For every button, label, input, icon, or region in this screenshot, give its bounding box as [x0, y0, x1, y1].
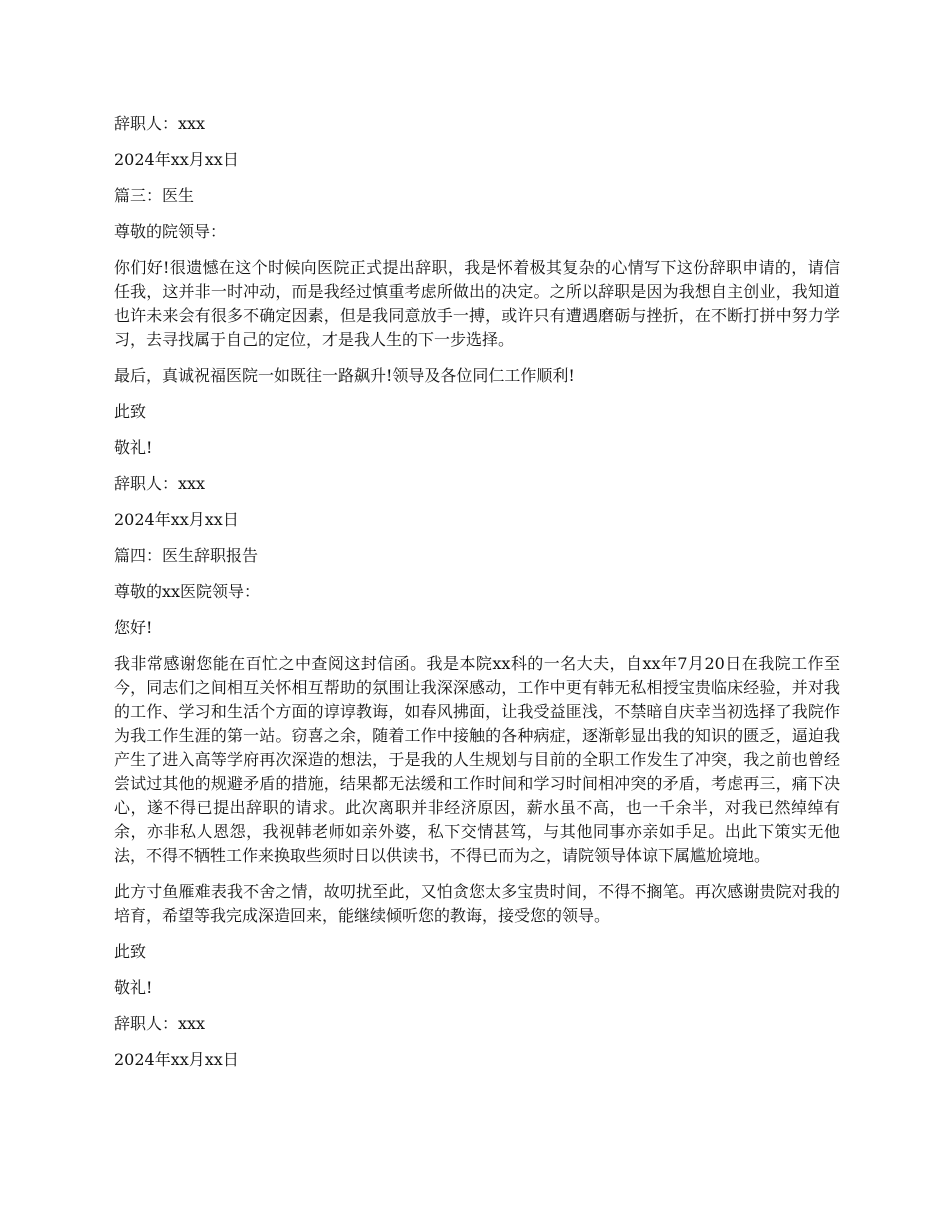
body-paragraph: 我非常感谢您能在百忙之中查阅这封信函。我是本院xx科的一名大夫，自xx年7月20日在我院工作至今，同志们之间相互关怀相互帮助的氛围让我深深感动，工作中更有韩无私相授宝贵临床经验，并对我的工作、学习和生活个方面的谆谆教诲，如春风拂面，让我受益匪浅，不禁暗自庆幸当初选择了我院作为我工作生涯的第一站。窃喜之余，随着工作中接触的各种病症，逐渐彰显出我的知识的匮乏，逼迫我产生了进入高等学府再次深造的想法，于是我的人生规划与目前的全职工作发生了冲突，我之前也曾经尝试过其他的规避矛盾的措施，结果都无法缓和工作时间和学习时间相冲突的矛盾，考虑再三，痛下决心，遂不得已提出辞职的请求。此次离职并非经济原因，薪水虽不高，也一千余半，对我已然绰绰有余，亦非私人恩怨，我视韩老师如亲外婆，私下交情甚笃，与其他同事亦亲如手足。出此下策实无他法，不得不牺牲工作来换取些须时日以供读书，不得已而为之，请院领导体谅下属尴尬境地。: [114, 654, 840, 865]
closing-line: 此致: [114, 402, 147, 421]
signature-line: 辞职人：xxx: [114, 474, 206, 493]
document-page: [114, 112, 840, 1084]
date-line: 2024年xx月xx日: [114, 510, 239, 529]
greeting: 您好!: [114, 618, 153, 637]
signature-line: 辞职人：xxx: [114, 114, 206, 133]
body-paragraph: 最后，真诚祝福医院一如既往一路飙升!领导及各位同仁工作顺利!: [114, 366, 575, 385]
section-heading: 篇四：医生辞职报告: [114, 546, 259, 565]
body-paragraph: 你们好!很遗憾在这个时候向医院正式提出辞职，我是怀着极其复杂的心情写下这份辞职申请的，请信任我，这并非一时冲动，而是我经过慎重考虑所做出的决定。之所以辞职是因为我想自主创业，我知道也许未来会有很多不确定因素，但是我同意放手一搏，或许只有遭遇磨砺与挫折，在不断打拼中努力学习，去寻找属于自己的定位，才是我人生的下一步选择。: [114, 258, 840, 349]
closing-line: 此致: [114, 942, 147, 961]
date-line: 2024年xx月xx日: [114, 1050, 239, 1069]
closing-line: 敬礼!: [114, 978, 153, 997]
salutation: 尊敬的院领导：: [114, 222, 227, 241]
section-heading: 篇三：医生: [114, 186, 195, 205]
closing-line: 敬礼!: [114, 438, 153, 457]
signature-line: 辞职人：xxx: [114, 1014, 206, 1033]
date-line: 2024年xx月xx日: [114, 150, 239, 169]
body-paragraph: 此方寸鱼雁难表我不舍之情，故叨扰至此，又怕贪您太多宝贵时间，不得不搁笔。再次感谢贵院对我的培育，希望等我完成深造回来，能继续倾听您的教诲，接受您的领导。: [114, 882, 840, 925]
salutation: 尊敬的xx医院领导：: [114, 582, 261, 601]
